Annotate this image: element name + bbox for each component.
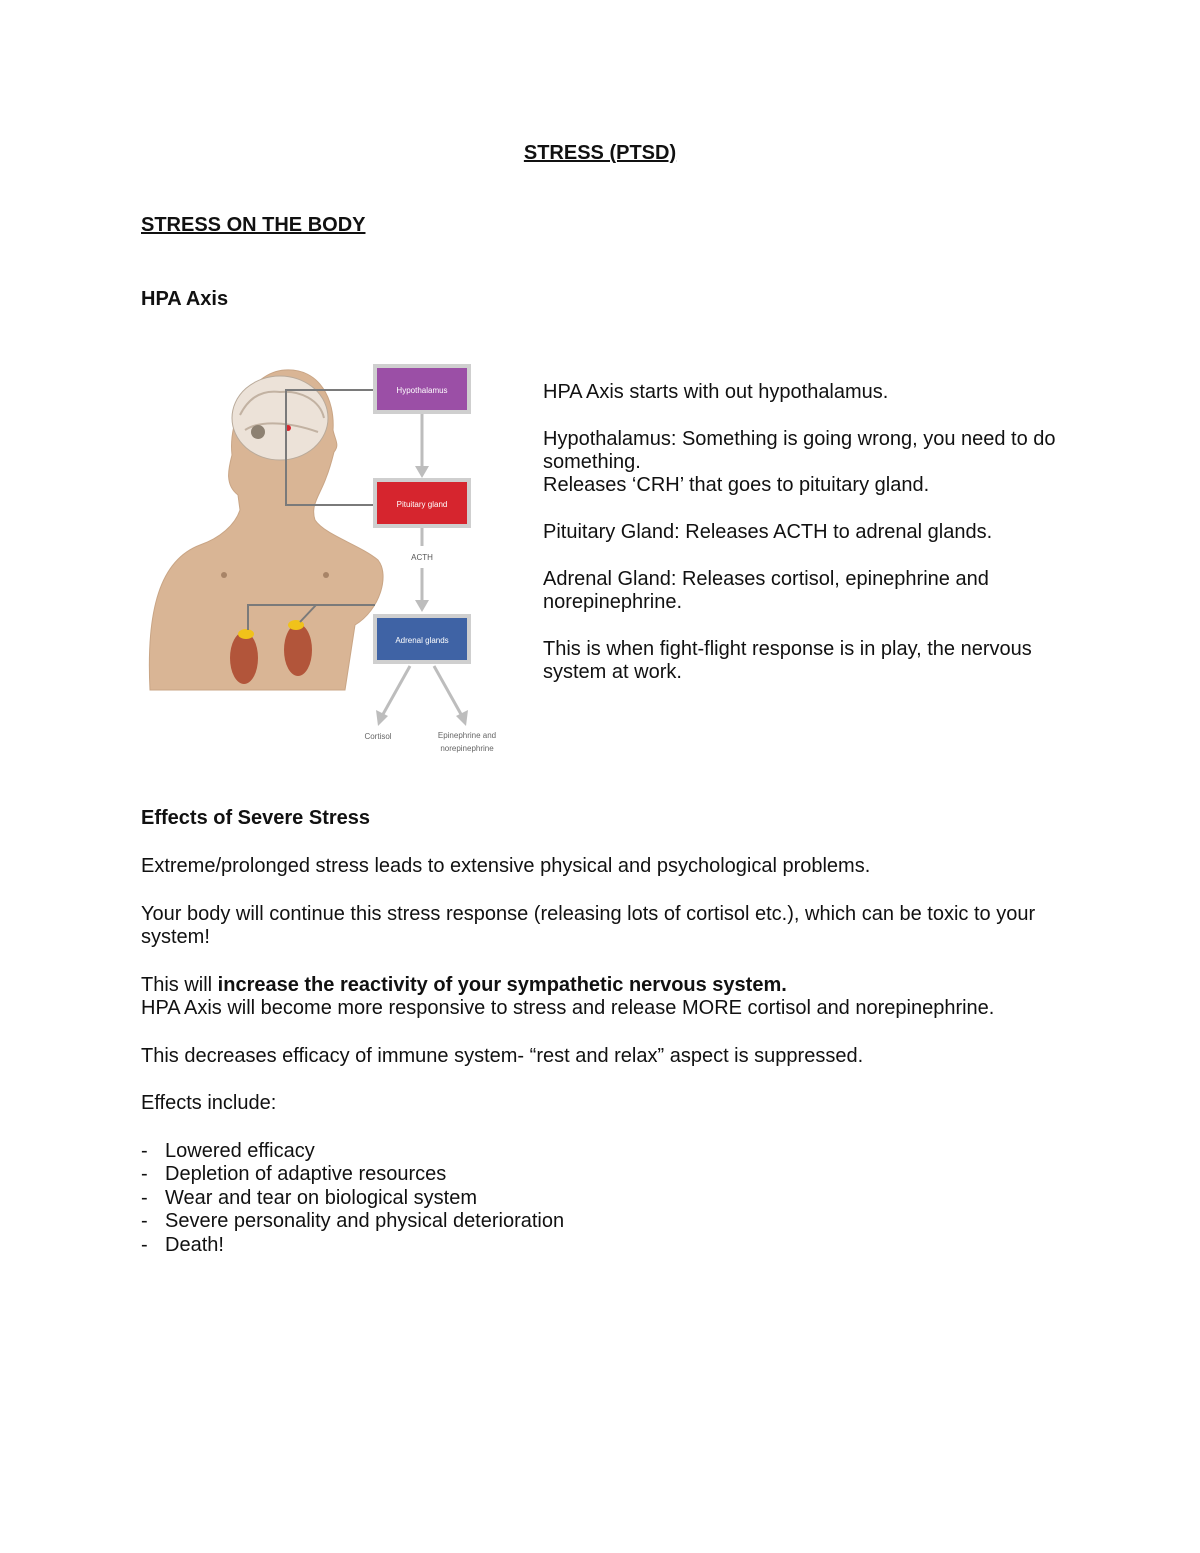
effects-paragraph-3: [141, 974, 1061, 998]
cortisol-label: Cortisol: [364, 732, 392, 741]
hypothalamus-label: Hypothalamus: [396, 386, 448, 395]
effects-paragraph-5: Effects include:: [141, 1092, 277, 1114]
pituitary-box: [375, 480, 469, 526]
effects-paragraph-1: Extreme/prolonged stress leads to extensive physical and psychological problems.: [141, 855, 871, 877]
effects-paragraph-3-line-2: HPA Axis will become more responsive to stress and release MORE cortisol and norepinephrine.: [141, 997, 995, 1019]
list-item: - Depletion of adaptive resources: [141, 1163, 447, 1185]
hpa-paragraph-1: HPA Axis starts with out hypothalamus.: [543, 381, 889, 403]
hpa-axis-figure: [140, 360, 510, 760]
document-title: STRESS (PTSD): [523, 142, 677, 164]
effects-paragraph-2: Your body will continue this stress response (releasing lots of cortisol etc.), which can be toxic to your system!: [141, 902, 1036, 948]
bullet-marker: -: [141, 1139, 148, 1162]
section-heading: STRESS ON THE BODY: [141, 214, 366, 236]
effects-body: [141, 855, 1061, 1257]
epinephrine-label-line2: norepinephrine: [440, 744, 494, 753]
list-item: - Death!: [141, 1233, 224, 1256]
hpa-paragraph-2: Hypothalamus: Something is going wrong, you need to do something.: [543, 428, 1056, 473]
effects-heading: Effects of Severe Stress: [141, 807, 371, 829]
effects-list: [141, 1140, 1061, 1258]
effects-p3-suffix: .: [781, 973, 787, 996]
bullet-marker: -: [141, 1186, 148, 1209]
adrenal-box: [375, 616, 469, 662]
adrenal-label: Adrenal glands: [395, 636, 449, 645]
hpa-description: [543, 381, 1073, 708]
human-body-illustration: [149, 370, 383, 690]
bullet-marker: -: [141, 1163, 148, 1185]
list-item: - Wear and tear on biological system: [141, 1186, 478, 1209]
bullet-marker: -: [141, 1233, 148, 1256]
epinephrine-label-line1: Epinephrine and: [437, 731, 497, 740]
hpa-axis-heading: HPA Axis: [141, 288, 229, 310]
effects-p3-emphasis: increase the reactivity of your sympathetic nervous system: [217, 973, 782, 996]
hpa-paragraph-2-line-2: Releases ‘CRH’ that goes to pituitary gland.: [543, 474, 930, 496]
effects-paragraph-4: This decreases efficacy of immune system- “rest and relax” aspect is suppressed.: [141, 1044, 864, 1067]
acth-label: ACTH: [411, 553, 433, 562]
hpa-paragraph-3: Pituitary Gland: Releases ACTH to adrenal glands.: [543, 521, 993, 543]
hpa-paragraph-5: This is when fight-flight response is in play, the nervous system at work.: [543, 638, 1032, 683]
effects-p3-prefix: This will: [141, 973, 218, 996]
list-item: - Lowered efficacy: [141, 1139, 315, 1162]
hypothalamus-box: [375, 366, 469, 412]
hpa-paragraph-4: Adrenal Gland: Releases cortisol, epinephrine and norepinephrine.: [543, 568, 989, 613]
bullet-marker: -: [141, 1210, 148, 1232]
flow-arrows: [376, 414, 468, 726]
list-item: - Severe personality and physical deterioration: [141, 1210, 565, 1232]
pituitary-label: Pituitary gland: [396, 500, 448, 509]
